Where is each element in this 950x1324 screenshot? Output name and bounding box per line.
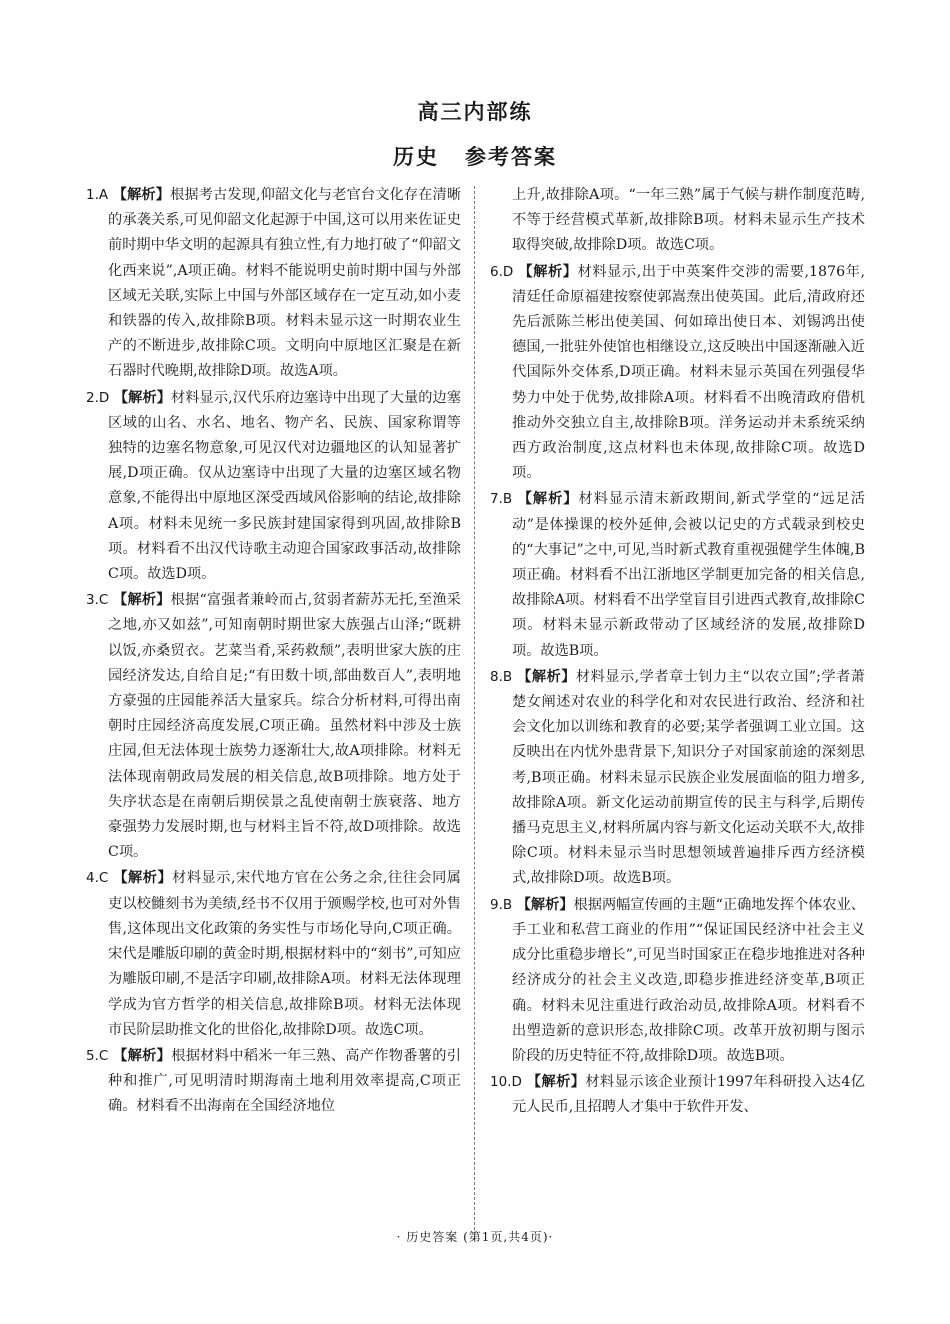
column-divider bbox=[474, 186, 475, 1240]
analysis-tag: 【解析】 bbox=[517, 668, 576, 685]
analysis-tag: 【解析】 bbox=[112, 187, 171, 203]
subject-label: 历史 bbox=[393, 144, 439, 169]
answer-item bbox=[490, 665, 865, 892]
analysis-tag: 【解析】 bbox=[113, 1047, 172, 1064]
answer-number: 6.D bbox=[490, 263, 514, 280]
answer-item-continued bbox=[490, 183, 865, 259]
answer-item bbox=[86, 183, 461, 385]
answer-text: 材料显示该企业预计1997年科研投入达4亿元人民币,且招聘人才集中于软件开发、 bbox=[512, 1074, 865, 1116]
page-subtitle bbox=[0, 141, 950, 171]
answer-item bbox=[86, 386, 461, 588]
answer-text: 材料显示,宋代地方官在公务之余,往往会同属吏以校雠刻书为美绩,经书不仅用于颁赐学校,也可对外售售,这体现出文化政策的务实性与市场化导向,C项正确。宋代是雕版印刷的黄金时期,根据材料中的“刻书”,可知应为雕版印刷,不是活字印刷,故排除A项。材料无法体现理学成为官方哲学的相关信息,故排除B项。材料无法体现市民阶层助推文化的世俗化,故排除D项。故选C项。 bbox=[108, 870, 461, 1038]
answer-item bbox=[490, 893, 865, 1069]
answer-text: 根据“富强者兼岭而占,贫弱者薪苏无托,至渔采之地,亦又如兹”,可知南朝时期世家大族强占山泽;“既耕以饭,亦桑贸衣。艺菜当肴,采药救颓”,表明世家大族的庄园经济发达,自给自足;“有田数十顷,部曲数百人”,表明地方豪强的庄园能养活大量家兵。综合分析材料,可得出南朝时庄园经济高度发展,C项正确。虽然材料中涉及士族庄园,但无法体现士族势力逐渐壮大,故A项排除。材料无法体现南朝政局发展的相关信息,故B项排除。地方处于失序状态是在南朝后期侯景之乱使南朝士族衰落、地方豪强势力发展时期,也与材料主旨不符,故D项排除。故选C项。 bbox=[108, 592, 461, 861]
analysis-tag: 【解析】 bbox=[517, 491, 579, 508]
answer-item bbox=[490, 260, 865, 487]
answer-number: 1.A bbox=[86, 187, 109, 203]
answer-item bbox=[490, 487, 865, 663]
analysis-tag: 【解析】 bbox=[113, 389, 171, 406]
answer-item bbox=[86, 588, 461, 865]
answer-number: 3.C bbox=[86, 592, 109, 609]
left-column bbox=[86, 183, 461, 1121]
answer-number: 2.D bbox=[86, 389, 110, 406]
analysis-tag: 【解析】 bbox=[516, 896, 574, 913]
answer-text: 根据考古发现,仰韶文化与老官台文化存在清晰的承袭关系,可见仰韶文化起源于中国,这可以用来佐证史前时期中华文明的起源具有独立性,有力地打破了“仰韶文化西来说”,A项正确。材料不能说明史前时期中国与外部区域无关联,实际上中国与外部区域存在一定互动,如小麦和铁器的传入,故排除B项。材料未显示这一时期农业生产的不断进步,故排除C项。文明向中原地区汇聚是在新石器时代晚期,故排除D项。故选A项。 bbox=[108, 187, 462, 380]
page-footer: · 历史答案 (第1页,共4页)· bbox=[396, 1230, 554, 1244]
answer-number: 5.C bbox=[86, 1047, 109, 1064]
answer-number: 10.D bbox=[490, 1074, 522, 1091]
analysis-tag: 【解析】 bbox=[526, 1074, 586, 1091]
answer-number: 9.B bbox=[490, 896, 513, 913]
answer-text: 材料显示清末新政期间,新式学堂的“远足活动”是体操课的校外延伸,会被以记史的方式载录到校史的“大事记”之中,可见,当时新式教育重视强健学生体魄,B项正确。材料看不出江浙地区学制更加完备的相关信息,故排除A项。材料看不出学堂盲目引进西式教育,故排除C项。材料未显示新政带动了区域经济的发展,故排除D项。故选B项。 bbox=[512, 491, 865, 659]
page-title: 高三内部练 bbox=[417, 99, 533, 124]
answer-number: 8.B bbox=[490, 668, 513, 685]
analysis-tag: 【解析】 bbox=[518, 263, 578, 280]
analysis-tag: 【解析】 bbox=[113, 870, 173, 887]
answer-text: 材料显示,学者章士钊力主“以农立国”;学者萧楚女阐述对农业的科学化和对农民进行政治、经济和社会文化加以训练和教育的必要;某学者强调工业立国。这反映出在内忧外患背景下,知识分子对国家前途的深刻思考,B项正确。材料未显示民族企业发展面临的阻力增多,故排除A项。新文化运动前期宣传的民主与科学,后期传播马克思主义,材料所属内容与新文化运动关联不大,故排除C项。材料未显示当时思想领域普遍排斥西方经济模式,故排除D项。故选B项。 bbox=[512, 668, 865, 887]
answer-number: 7.B bbox=[490, 491, 513, 508]
answer-text: 根据材料中稻米一年三熟、高产作物番薯的引种和推广,可见明清时期海南土地利用效率提高,C项正确。材料看不出海南在全国经济地位 bbox=[108, 1047, 461, 1115]
analysis-tag: 【解析】 bbox=[113, 592, 171, 609]
answer-key-label: 参考答案 bbox=[465, 144, 557, 169]
answer-item bbox=[86, 1044, 461, 1120]
right-column bbox=[490, 183, 865, 1122]
answer-item bbox=[86, 866, 461, 1042]
answer-number: 4.C bbox=[86, 870, 109, 887]
answer-text: 根据两幅宣传画的主题“正确地发挥个体农业、手工业和私营工商业的作用”“保证国民经济中社会主义成分比重稳步增长”,可见当时国家正在稳步地推进对各种经济成分的社会主义改造,即稳步推进经济变革,B项正确。材料未见注重进行政治动员,故排除A项。材料看不出塑造新的意识形态,故排除C项。改革开放初期与图示阶段的历史特征不符,故排除D项。故选B项。 bbox=[512, 896, 865, 1064]
answer-text: 上升,故排除A项。“一年三熟”属于气候与耕作制度范畴,不等于经营模式革新,故排除B项。材料未显示生产技术取得突破,故排除D项。故选C项。 bbox=[512, 187, 865, 254]
answer-item bbox=[490, 1070, 865, 1120]
answer-text: 材料显示,汉代乐府边塞诗中出现了大量的边塞区域的山名、水名、地名、物产名、民族、国家称谓等独特的边塞名物意象,可见汉代对边疆地区的认知显著扩展,D项正确。仅从边塞诗中出现了大量的边塞区域名物意象,不能得出中原地区深受西域风俗影响的结论,故排除A项。材料未见统一多民族封建国家得到巩固,故排除B项。材料看不出汉代诗歌主动迎合国家政事活动,故排除C项。故选D项。 bbox=[108, 389, 461, 583]
answer-text: 材料显示,出于中英案件交涉的需要,1876年,清廷任命原福建按察使郭嵩焘出使英国。此后,清政府还先后派陈兰彬出使美国、何如璋出使日本、刘锡鸿出使德国,一批驻外使馆也相继设立,这反映出中国逐渐融入近代国际外交体系,D项正确。材料未显示英国在列强侵华势力中处于优势,故排除A项。材料看不出晚清政府借机推动外交独立自主,故排除B项。洋务运动并未系统采纳西方政治制度,这点材料也未体现,故排除C项。故选D项。 bbox=[512, 263, 865, 482]
